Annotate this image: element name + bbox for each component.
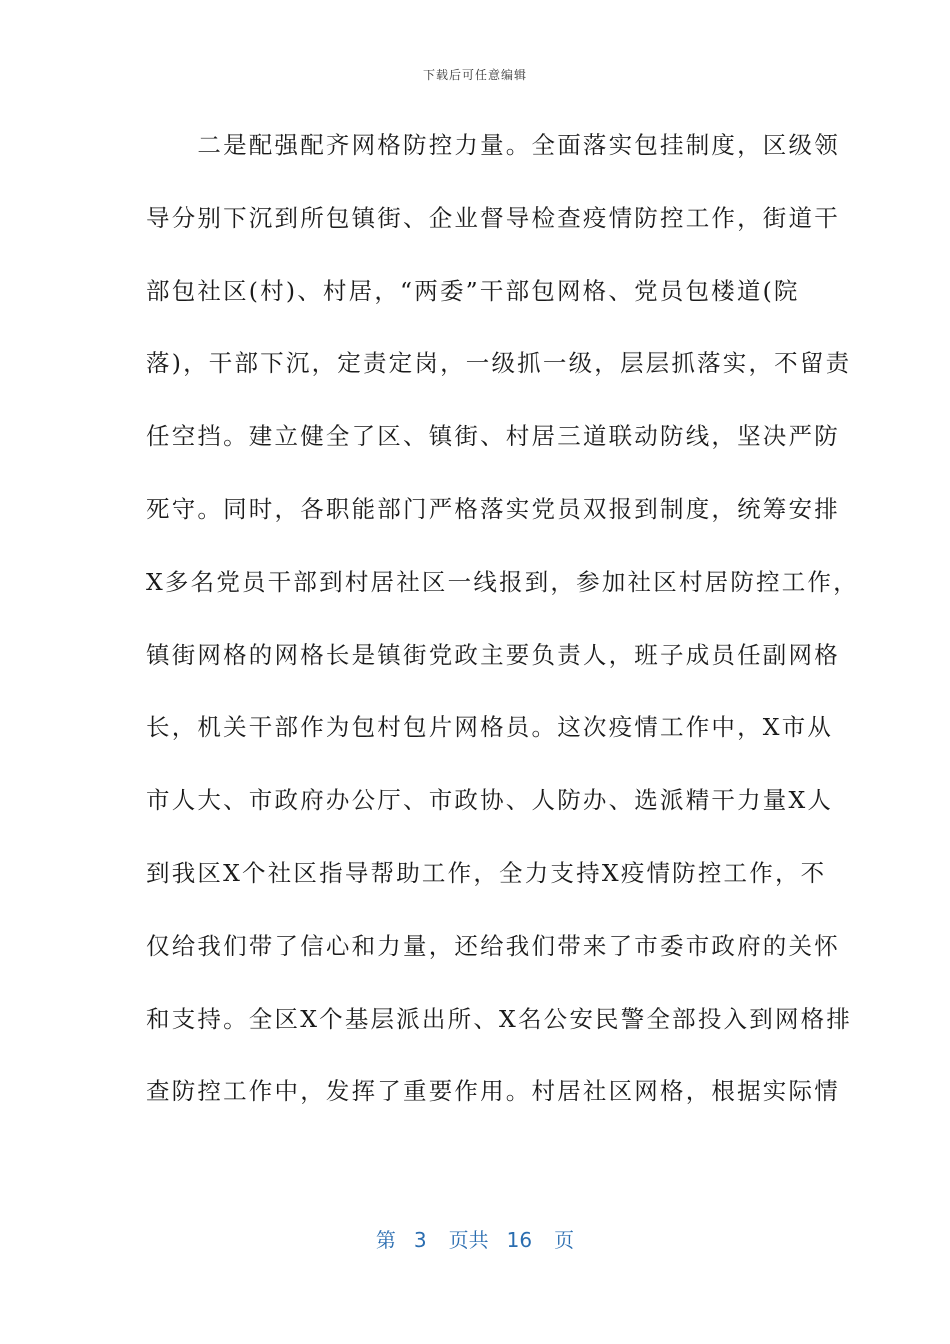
text-line: 落)，干部下沉，定责定岗，一级抓一级，层层抓落实，不留责 xyxy=(146,349,852,378)
page-prefix: 第 xyxy=(375,1228,396,1252)
body-paragraph xyxy=(146,122,859,1141)
text-line: X多名党员干部到村居社区一线报到，参加社区村居防控工作， xyxy=(146,567,859,596)
text-line: 部包社区(村)、村居，“两委”干部包网格、党员包楼道(院 xyxy=(146,276,800,305)
header-note: 下载后可任意编辑 xyxy=(422,68,527,82)
text-line: 和支持。全区X个基层派出所、X名公安民警全部投入到网格排 xyxy=(146,1004,853,1033)
text-line: 二是配强配齐网格防控力量。全面落实包挂制度，区级领 xyxy=(146,131,840,159)
text-line: 镇街网格的网格长是镇街党政主要负责人，班子成员任副网格 xyxy=(146,640,840,669)
page-suffix: 页 xyxy=(554,1228,575,1252)
text-line: 任空挡。建立健全了区、镇街、村居三道联动防线，坚决严防 xyxy=(146,422,840,451)
text-line: 市人大、市政府办公厅、市政协、人防办、选派精干力量X人 xyxy=(146,786,834,815)
text-line: 长，机关干部作为包村包片网格员。这次疫情工作中，X市从 xyxy=(146,713,834,742)
text-line: 仅给我们带了信心和力量，还给我们带来了市委市政府的关怀 xyxy=(146,931,840,960)
text-line: 死守。同时，各职能部门严格落实党员双报到制度，统筹安排 xyxy=(146,494,840,523)
text-line: 导分别下沉到所包镇街、企业督导检查疫情防控工作，街道干 xyxy=(146,203,840,232)
page-footer xyxy=(0,1224,950,1253)
page-number: 3 xyxy=(413,1228,427,1252)
page-middle: 页共 xyxy=(448,1228,489,1252)
text-line: 查防控工作中，发挥了重要作用。村居社区网格，根据实际情 xyxy=(146,1077,840,1106)
page-total: 16 xyxy=(506,1228,533,1252)
text-line: 到我区X个社区指导帮助工作，全力支持X疫情防控工作，不 xyxy=(146,858,827,887)
